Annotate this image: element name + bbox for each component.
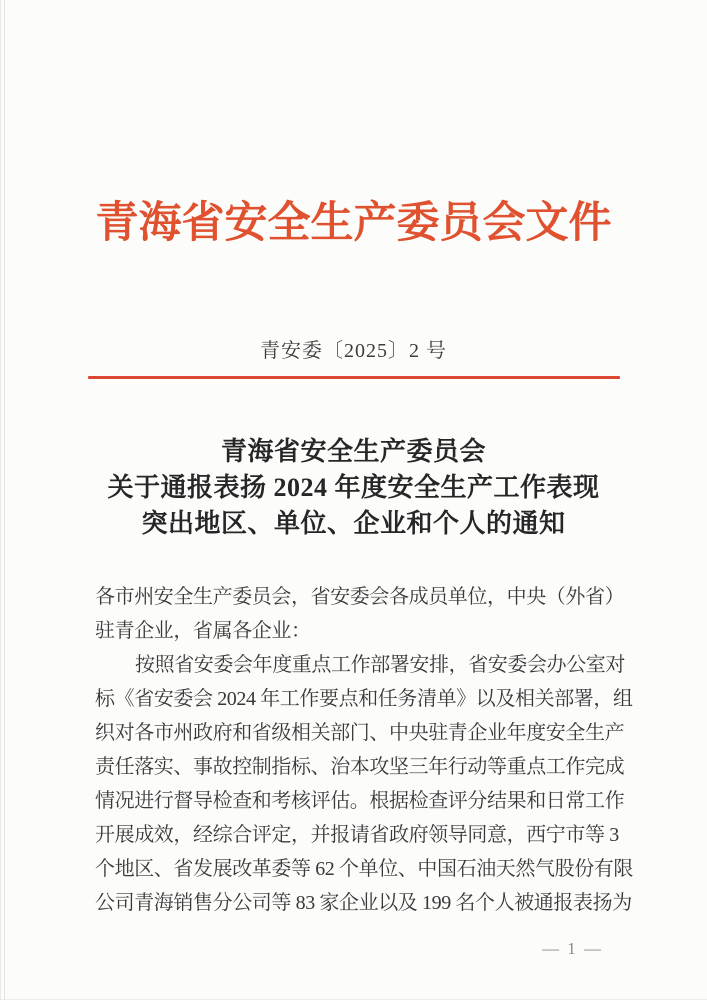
document-title (0, 434, 707, 542)
page-footer (542, 938, 603, 960)
paragraph-line: 织对各市州政府和省级相关部门、中央驻青企业年度安全生产 (95, 722, 625, 744)
paragraph-line: 按照省安委会年度重点工作部署安排，省安委会办公室对 (135, 654, 625, 676)
paragraph-line: 开展成效，经综合评定，并报请省政府领导同意，西宁市等 3 (95, 824, 619, 846)
paragraph-line: 公司青海销售分公司等 83 家企业以及 199 名个人被通报表扬为 (95, 892, 632, 914)
title-line-1: 青海省安全生产委员会 (220, 437, 486, 466)
salutation-line: 驻青企业，省属各企业： (95, 620, 311, 642)
paragraph-line: 责任落实、事故控制指标、治本攻坚三年行动等重点工作完成 (95, 756, 625, 778)
issuing-authority-banner: 青海省安全生产委员会文件 (95, 200, 612, 247)
paragraph-line: 个地区、省发展改革委等 62 个单位、中国石油天然气股份有限 (95, 858, 633, 880)
document-body (95, 580, 640, 920)
title-line-3: 突出地区、单位、企业和个人的通知 (141, 509, 566, 538)
title-line-2: 关于通报表扬 2024 年度安全生产工作表现 (107, 473, 600, 502)
document-number: 青安委〔2025〕2 号 (260, 340, 447, 362)
paragraph-line: 标《省安委会 2024 年工作要点和任务清单》以及相关部署，组 (95, 688, 633, 710)
document-header (0, 0, 707, 379)
paragraph-line: 情况进行督导检查和考核评估。根据检查评分结果和日常工作 (95, 790, 625, 812)
page-number: — 1 — (542, 939, 603, 958)
salutation-line: 各市州安全生产委员会，省安委会各成员单位，中央（外省） (95, 586, 625, 608)
header-divider-line (88, 376, 620, 379)
